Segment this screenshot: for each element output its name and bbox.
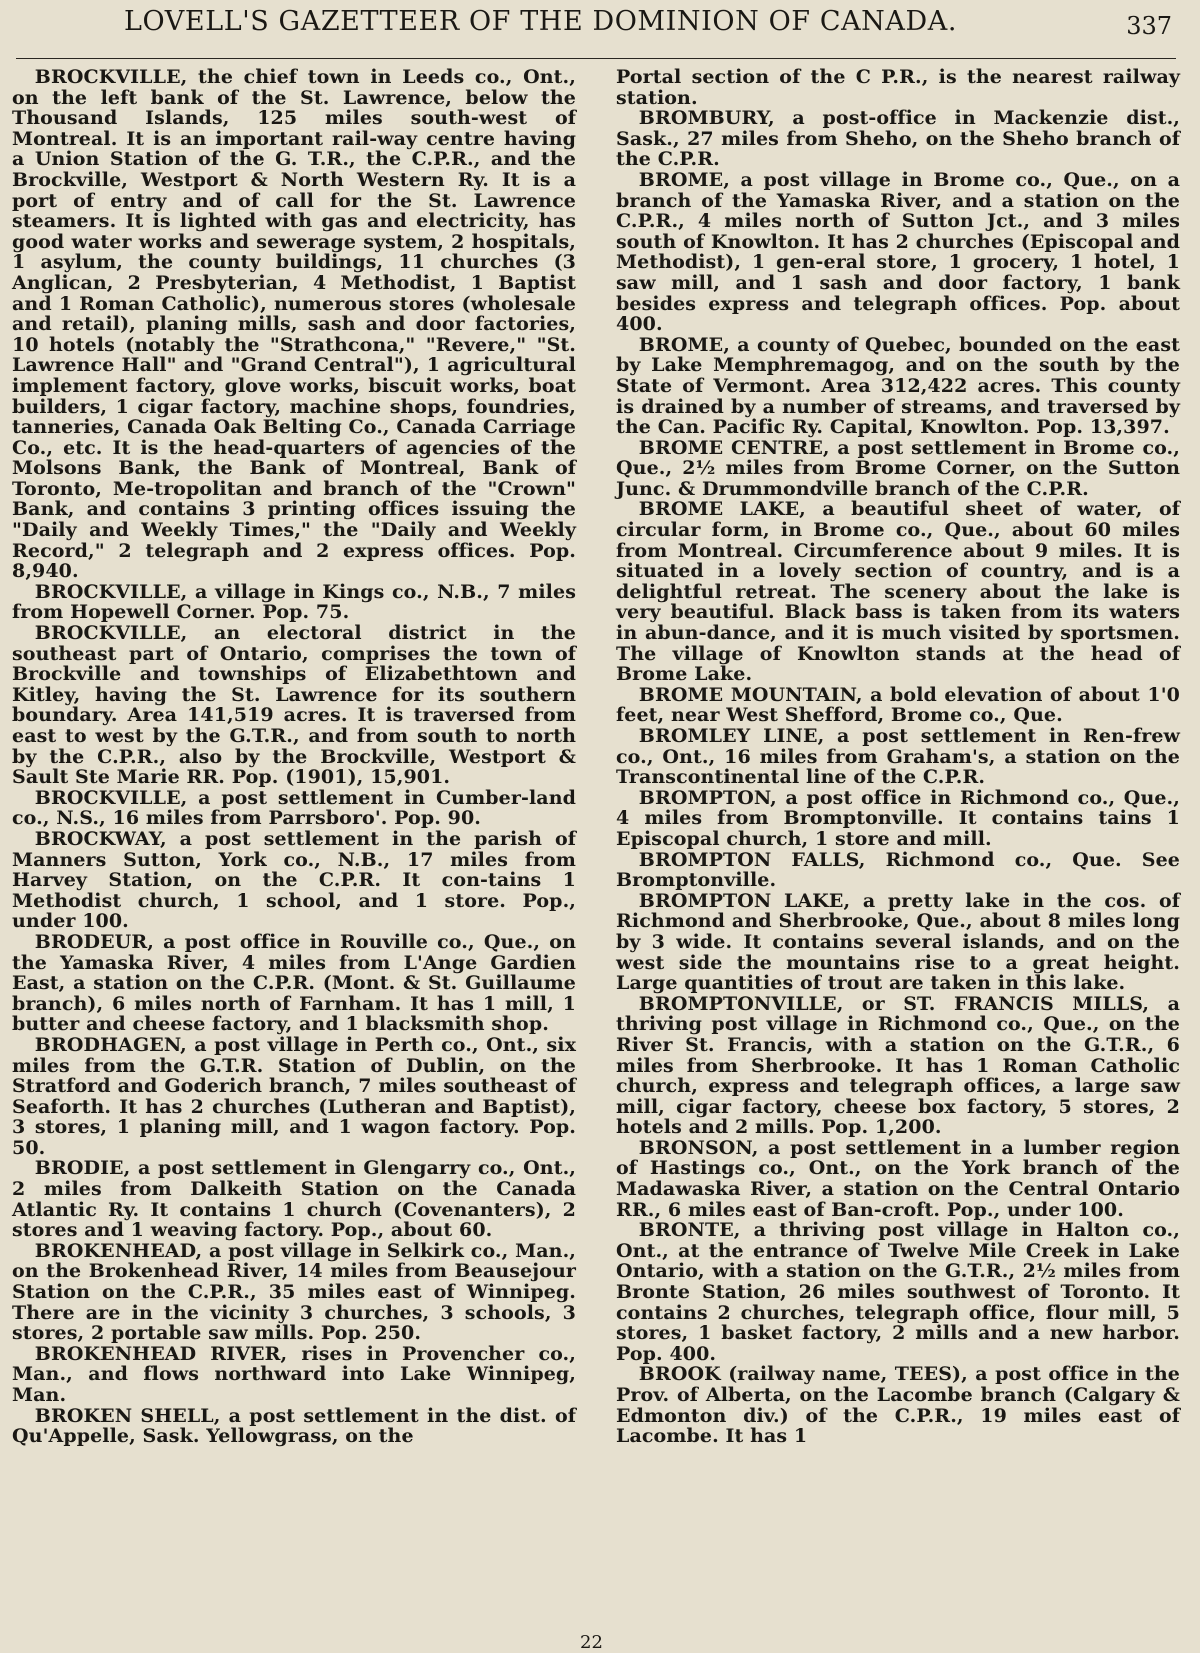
page-header — [16, 0, 1176, 59]
left-column — [12, 67, 576, 1447]
signature-mark: 22 — [580, 1632, 603, 1653]
entry: BROMBURY, a post-office in Mackenzie dist., Sask., 27 miles from Sheho, on the Sheho branch of the C.P.R. — [616, 107, 1180, 171]
entry: BROME CENTRE, a post settlement in Brome co., Que., 2½ miles from Brome Corner, on the Sutton Junc. & Drummondville branch of the C.P.R. — [616, 436, 1180, 500]
page-number: 337 — [1126, 12, 1172, 40]
entry: BROME LAKE, a beautiful sheet of water, of circular form, in Brome co., Que., about 60 miles from Montreal. Circumference about 9 miles. It is situated in a lovely section of country, and is a delightful retreat. The scenery about the lake is very beautiful. Black bass is taken from its waters in abun-dance, and it is much visited by sportsmen. The village of Knowlton stands at the head of Brome Lake. — [616, 498, 1180, 686]
entry: BROMPTON, a post office in Richmond co., Que., 4 miles from Bromptonville. It contains tains 1 Episcopal church, 1 store and mill. — [616, 786, 1180, 850]
entry: BRONSON, a post settlement in a lumber region of Hastings co., Ont., on the York branch of the Madawaska River, a station on the Central Ontario RR., 6 miles east of Ban-croft. Pop., under 100. — [616, 1136, 1180, 1221]
entry: BROCKWAY, a post settlement in the parish of Manners Sutton, York co., N.B., 17 miles from Harvey Station, on the C.P.R. It con-tains 1 Methodist church, 1 school, and 1 store. Pop., under 100. — [12, 827, 576, 933]
entry: BROMPTON FALLS, Richmond co., Que. See Bromptonville. — [616, 848, 1180, 892]
entry-continued: Portal section of the C P.R., is the nearest railway station. — [616, 66, 1180, 109]
entry: BROME, a post village in Brome co., Que., on a branch of the Yamaska River, and a station on the C.P.R., 4 miles north of Sutton Jct., and 3 miles south of Knowlton. It has 2 churches (Episcopal and Methodist), 1 gen-eral store, 1 grocery, 1 hotel, 1 saw mill, and 1 sash and door factory, 1 bank besides express and telegraph offices. Pop. about 400. — [616, 168, 1180, 336]
entry: BRODHAGEN, a post village in Perth co., Ont., six miles from the G.T.R. Station of Dublin, on the Stratford and Goderich branch, 7 miles southeast of Seaforth. It has 2 churches (Lutheran and Baptist), 3 stores, 1 planing mill, and 1 wagon factory. Pop. 50. — [12, 1033, 576, 1159]
entry: BROKENHEAD RIVER, rises in Provencher co., Man., and flows northward into Lake Winnipeg, Man. — [12, 1342, 576, 1406]
entry: BRONTE, a thriving post village in Halton co., Ont., at the entrance of Twelve Mile Creek in Lake Ontario, with a station on the G.T.R., 2½ miles from Bronte Station, 26 miles southwest of Toronto. It contains 2 churches, telegraph office, flour mill, 5 stores, 1 basket factory, 2 mills and a new harbor. Pop. 400. — [616, 1219, 1180, 1365]
entry: BROMPTONVILLE, or ST. FRANCIS MILLS, a thriving post village in Richmond co., Que., on the River St. Francis, with a station on the G.T.R., 6 miles from Sherbrooke. It has 1 Roman Catholic church, express and telegraph offices, a large saw mill, cigar factory, cheese box factory, 5 stores, 2 hotels and 2 mills. Pop. 1,200. — [616, 992, 1180, 1139]
entry: BROCKVILLE, a village in Kings co., N.B., 7 miles from Hopewell Corner. Pop. 75. — [12, 580, 576, 624]
entry: BROMPTON LAKE, a pretty lake in the cos. of Richmond and Sherbrooke, Que., about 8 miles long by 3 wide. It contains several islands, and on the west side the mountains rise to a great height. Large quantities of trout are taken in this lake. — [616, 889, 1180, 995]
entry: BROMLEY LINE, a post settlement in Ren-frew co., Ont., 16 miles from Graham's, a station on the Transcontinental line of the C.P.R. — [616, 725, 1180, 789]
entry: BROME MOUNTAIN, a bold elevation of about 1'0 feet, near West Shefford, Brome co., Que. — [616, 683, 1180, 727]
entry: BROOK (railway name, TEES), a post office in the Prov. of Alberta, on the Lacombe branch (Calgary & Edmonton div.) of the C.P.R., 19 miles east of Lacombe. It has 1 — [616, 1363, 1180, 1448]
entry: BROKEN SHELL, a post settlement in the dist. of Qu'Appelle, Sask. Yellowgrass, on the — [12, 1404, 576, 1448]
entry: BRODEUR, a post office in Rouville co., Que., on the Yamaska River, 4 miles from L'Ange Gardien East, a station on the C.P.R. (Mont. & St. Guillaume branch), 6 miles north of Farnham. It has 1 mill, 1 butter and cheese factory, and 1 blacksmith shop. — [12, 930, 576, 1036]
entry: BROCKVILLE, a post settlement in Cumber-land co., N.S., 16 miles from Parrsboro'. Pop. 90. — [12, 786, 576, 830]
entry: BROCKVILLE, an electoral district in the southeast part of Ontario, comprises the town of Brockville and townships of Elizabethtown and Kitley, having the St. Lawrence for its southern boundary. Area 141,519 acres. It is traversed from east to west by the G.T.R., and from south to north by the C.P.R., also by the Brockville, Westport & Sault Ste Marie RR. Pop. (1901), 15,901. — [12, 622, 576, 789]
entry: BROME, a county of Quebec, bounded on the east by Lake Memphremagog, and on the south by the State of Vermont. Area 312,422 acres. This county is drained by a number of streams, and traversed by the Can. Pacific Ry. Capital, Knowlton. Pop. 13,397. — [616, 333, 1180, 439]
text-columns — [12, 67, 1180, 1447]
running-title: LOVELL'S GAZETTEER OF THE DOMINION OF CANADA. — [124, 6, 958, 37]
entry: BROCKVILLE, the chief town in Leeds co., Ont., on the left bank of the St. Lawrence, below the Thousand Islands, 125 miles south-west of Montreal. It is an important rail-way centre having a Union Station of the G. T.R., the C.P.R., and the Brockville, Westport & North Western Ry. It is a port of entry and of call for the St. Lawrence steamers. It is lighted with gas and electricity, has good water works and sewerage system, 2 hospitals, 1 asylum, the county buildings, 11 churches (3 Anglican, 2 Presbyterian, 4 Methodist, 1 Baptist and 1 Roman Catholic), numerous stores (wholesale and retail), planing mills, sash and door factories, 10 hotels (notably the "Strathcona," "Revere," "St. Lawrence Hall" and "Grand Central"), 1 agricultural implement factory, glove works, biscuit works, boat builders, 1 cigar factory, machine shops, foundries, tanneries, Canada Oak Belting Co., Canada Carriage Co., etc. It is the head-quarters of agencies of the Molsons Bank, the Bank of Montreal, Bank of Toronto, Me-tropolitan and branch of the "Crown" Bank, and contains 3 printing offices issuing the "Daily and Weekly Times," the "Daily and Weekly Record," 2 telegraph and 2 express offices. Pop. 8,940. — [12, 66, 576, 583]
entry: BROKENHEAD, a post village in Selkirk co., Man., on the Brokenhead River, 14 miles from Beausejour Station on the C.P.R., 35 miles east of Winnipeg. There are in the vicinity 3 churches, 3 schools, 3 stores, 2 portable saw mills. Pop. 250. — [12, 1239, 576, 1345]
right-column — [616, 67, 1180, 1447]
entry: BRODIE, a post settlement in Glengarry co., Ont., 2 miles from Dalkeith Station on the Canada Atlantic Ry. It contains 1 church (Covenanters), 2 stores and 1 weaving factory. Pop., about 60. — [12, 1157, 576, 1242]
